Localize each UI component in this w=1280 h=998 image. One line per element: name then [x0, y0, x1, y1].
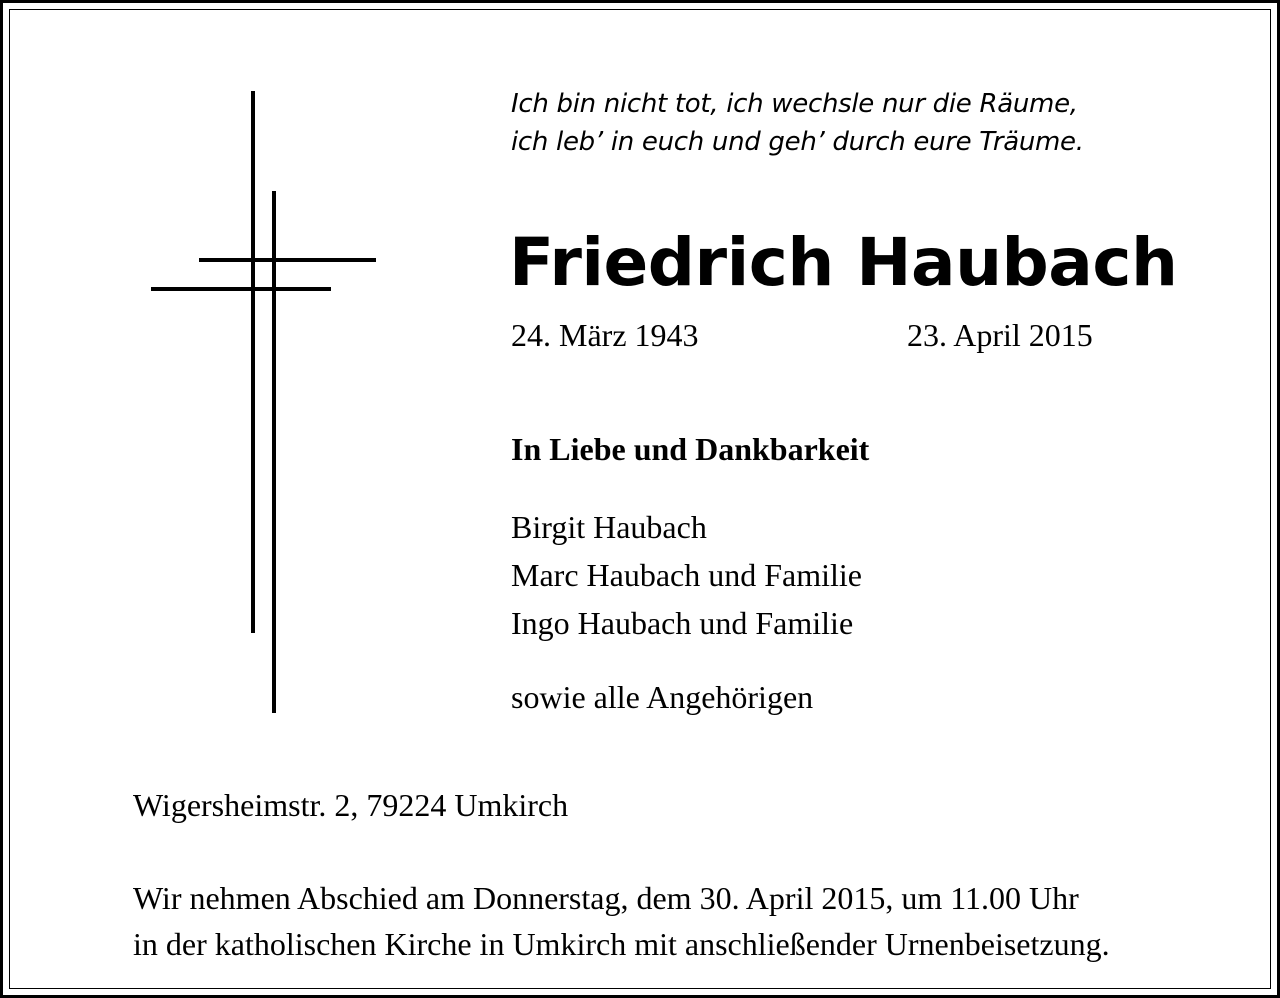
quote-line-1: Ich bin nicht tot, ich wechsle nur die Räume,	[511, 89, 1078, 119]
service-line-2: in der katholischen Kirche in Umkirch mit anschließender Urnenbeisetzung.	[133, 926, 1110, 962]
mourner-name: Birgit Haubach	[511, 509, 707, 545]
service-line-1: Wir nehmen Abschied am Donnerstag, dem 30. April 2015, um 11.00 Uhr	[133, 880, 1079, 916]
cross-icon	[143, 83, 383, 723]
mourner-list	[511, 503, 862, 647]
service-details	[133, 875, 1110, 967]
quote-line-2: ich leb’ in euch und geh’ durch eure Träume.	[511, 127, 1084, 157]
death-date: 23. April 2015	[907, 317, 1093, 353]
birth-date: 24. März 1943	[511, 317, 699, 353]
mourning-heading: In Liebe und Dankbarkeit	[511, 431, 870, 467]
mourner-name: Ingo Haubach und Familie	[511, 605, 854, 641]
quote	[511, 85, 1084, 161]
address: Wigersheimstr. 2, 79224 Umkirch	[133, 787, 569, 823]
mourner-name: Marc Haubach und Familie	[511, 557, 862, 593]
relatives-line: sowie alle Angehörigen	[511, 679, 814, 715]
deceased-name: Friedrich Haubach	[509, 224, 1178, 301]
